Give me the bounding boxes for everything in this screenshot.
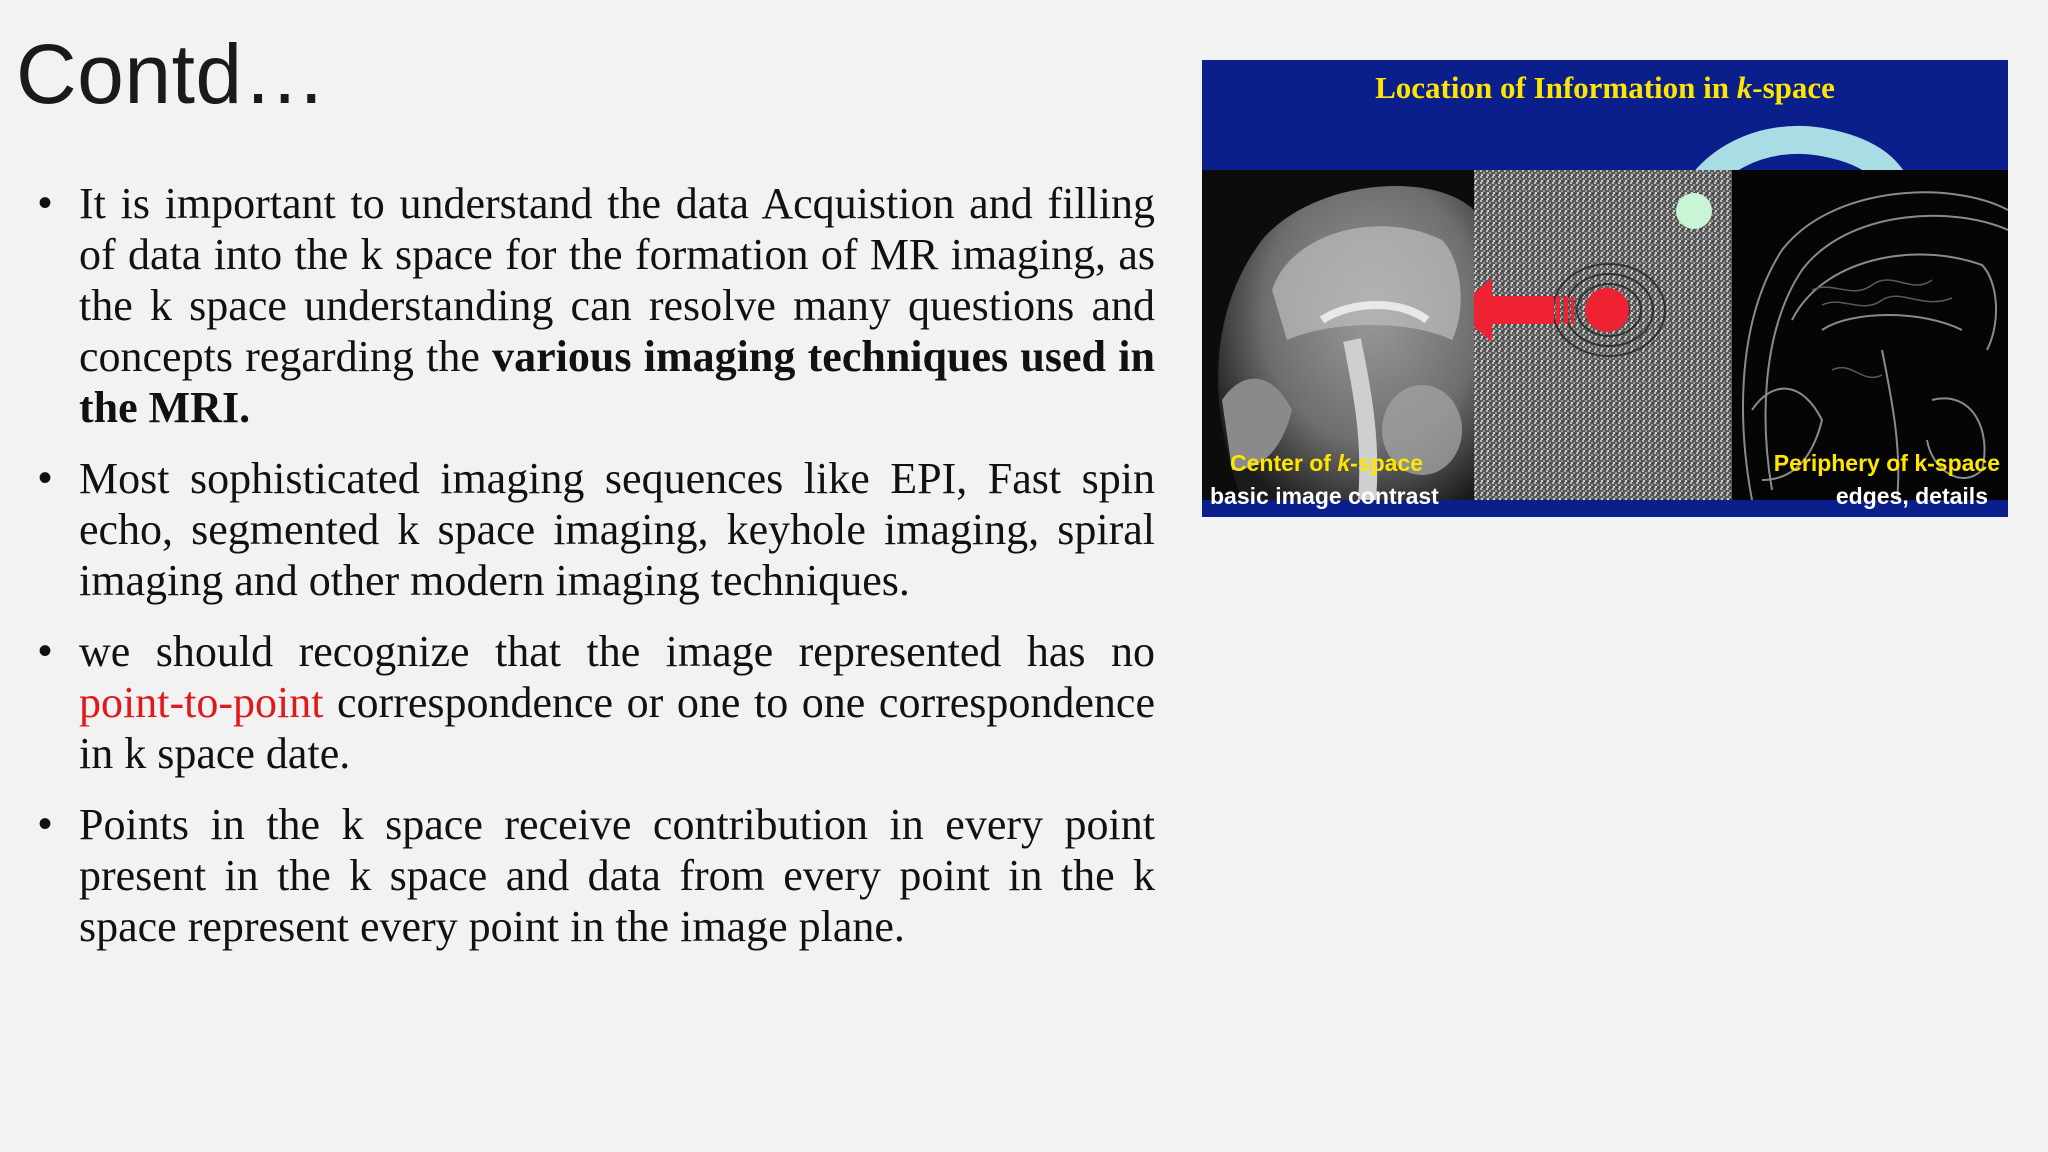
bullet-text: Points in the k space receive contribution in every point present in the k space and data from every point in the k space represent every point in the image plane. xyxy=(79,800,1155,951)
right-caption-line1: Periphery of k-space xyxy=(1773,450,2000,476)
bullet-item xyxy=(38,453,1155,606)
slide-title: Contd… xyxy=(16,27,328,121)
bullet-text: It is important to understand the data Acquistion and filling of data into the k space for the formation of MR imaging, as the k space understanding can resolve many questions and concepts regarding the xyxy=(79,179,1155,381)
bullet-red-text: point-to-point xyxy=(79,678,324,727)
left-caption xyxy=(1210,447,1510,513)
right-caption-line2: edges, details xyxy=(1835,483,1988,509)
bullet-list xyxy=(38,178,1155,972)
kspace-point-icon xyxy=(1674,191,1714,231)
bullet-bold-text: various imaging techniques used in the MRI. xyxy=(79,332,1155,432)
figure-title: Location of Information in k-space xyxy=(1375,70,1835,105)
bullet-item xyxy=(38,178,1155,433)
right-caption xyxy=(1732,447,2000,513)
bullet-item xyxy=(38,799,1155,952)
kspace-figure xyxy=(1202,60,2008,517)
left-caption-line1: Center of k-space xyxy=(1230,450,1424,476)
bullet-text: correspondence or one to one correspondence in k space date. xyxy=(79,678,1155,778)
bullet-item xyxy=(38,626,1155,779)
bullet-text: we should recognize that the image represented has no xyxy=(79,627,1155,676)
bullet-text: Most sophisticated imaging sequences like EPI, Fast spin echo, segmented k space imaging, keyhole imaging, spiral imaging and other modern imaging techniques. xyxy=(79,454,1155,605)
left-caption-line2: basic image contrast xyxy=(1210,483,1439,509)
